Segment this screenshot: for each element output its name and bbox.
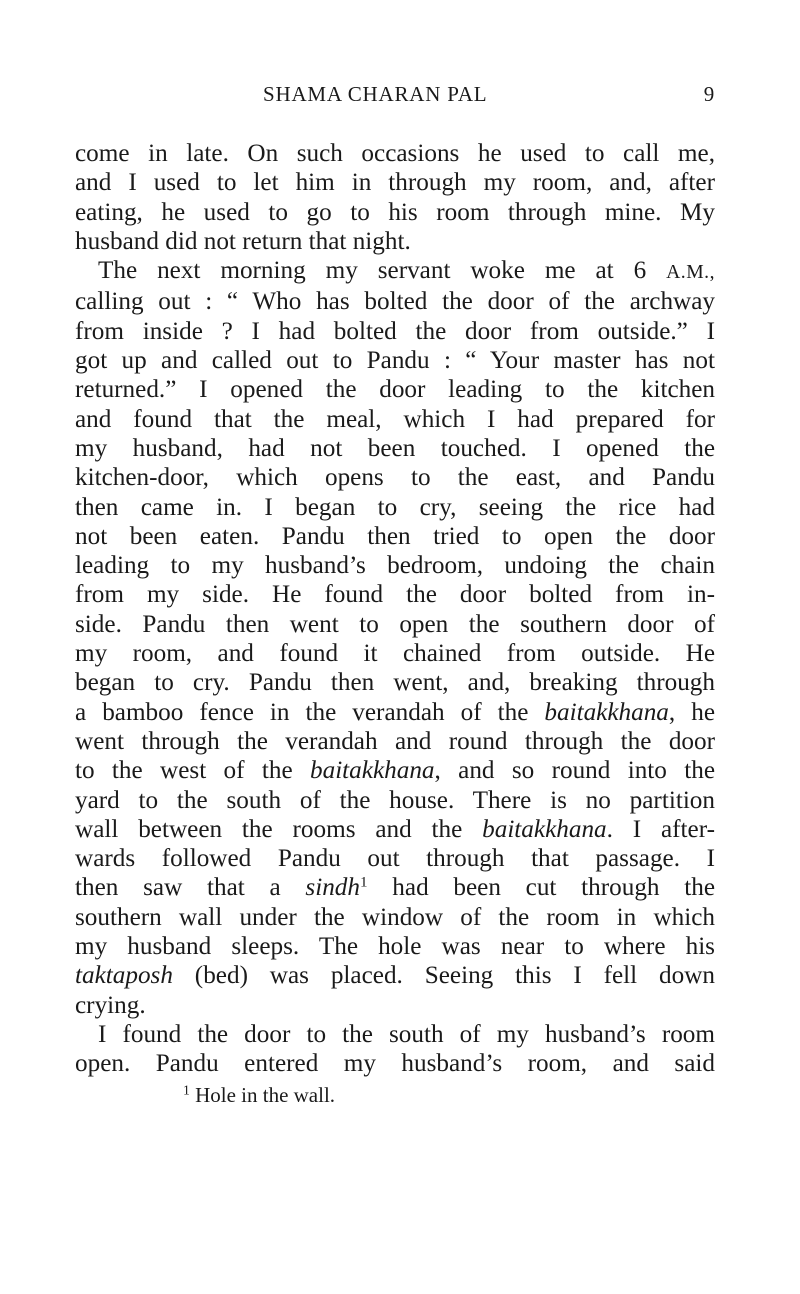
italic-term: sindh xyxy=(305,874,360,902)
text-run: The next morning my servant woke me at 6 xyxy=(98,257,667,285)
text-line xyxy=(75,961,715,990)
text-line: my husband sleeps. The hole was near to where his xyxy=(75,933,715,961)
text-line: my room, and found it chained from outside. He xyxy=(75,640,715,668)
text-line: crying. xyxy=(75,991,146,1019)
text-line xyxy=(75,698,715,727)
text-line: calling out : “ Who has bolted the door of the archway xyxy=(75,288,715,316)
footnote xyxy=(75,1082,715,1108)
text-run: a bamboo fence in the verandah of the xyxy=(75,698,545,726)
text-line: went through the verandah and round through the door xyxy=(75,727,715,755)
text-line: I found the door to the south of my husband’s room xyxy=(98,1020,715,1048)
text-line: husband did not return that night. xyxy=(75,227,411,255)
text-line: and I used to let him in through my room, and, after xyxy=(75,169,715,197)
text-line: kitchen-door, which opens to the east, and Pandu xyxy=(75,464,715,492)
text-line: leading to my husband’s bedroom, undoing the chain xyxy=(75,552,715,580)
text-run: wall between the rooms and the xyxy=(75,815,483,843)
text-run: . I after- xyxy=(606,815,715,843)
time-abbreviation: A.M., xyxy=(666,261,715,284)
text-line: come in late. On such occasions he used to call me, xyxy=(75,140,715,167)
text-line xyxy=(75,815,715,844)
footnote-number: 1 xyxy=(183,1082,190,1097)
book-page xyxy=(75,82,715,1108)
body-text xyxy=(75,139,715,1079)
text-line: not been eaten. Pandu then tried to open the door xyxy=(75,522,715,550)
text-line: from my side. He found the door bolted from in- xyxy=(75,581,715,609)
text-line xyxy=(75,873,715,902)
text-line: side. Pandu then went to open the southern door of xyxy=(75,610,715,638)
text-line: from inside ? I had bolted the door from outside.” I xyxy=(75,317,715,345)
text-line: and found that the meal, which I had prepared for xyxy=(75,405,715,433)
italic-term: baitakkhana xyxy=(310,757,435,785)
text-line: yard to the south of the house. There is no partition xyxy=(75,786,715,814)
text-run: to the west of the xyxy=(75,757,310,785)
text-line xyxy=(75,756,715,785)
page-number: 9 xyxy=(703,82,715,106)
text-line: began to cry. Pandu then went, and, breaking through xyxy=(75,669,715,697)
italic-term: taktaposh xyxy=(75,962,173,990)
text-line: wards followed Pandu out through that passage. I xyxy=(75,845,715,873)
running-title: SHAMA CHARAN PAL xyxy=(263,82,488,106)
running-head xyxy=(75,82,715,112)
italic-term: baitakkhana xyxy=(482,815,607,843)
text-line: got up and called out to Pandu : “ Your master has not xyxy=(75,347,715,375)
text-line: returned.” I opened the door leading to the kitchen xyxy=(75,376,715,404)
text-line: southern wall under the window of the room in which xyxy=(75,903,715,931)
text-line: eating, he used to go to his room through mine. My xyxy=(75,198,715,226)
text-line: then came in. I began to cry, seeing the rice had xyxy=(75,493,715,521)
text-line xyxy=(75,256,715,287)
footnote-marker: 1 xyxy=(360,875,368,892)
text-run: had been cut through the xyxy=(367,874,716,902)
footnote-text: Hole in the wall. xyxy=(189,1082,336,1107)
text-run: then saw that a xyxy=(75,874,306,902)
text-line: my husband, had not been touched. I opened the xyxy=(75,434,715,462)
italic-term: baitakkhana xyxy=(544,698,669,726)
text-run: , he xyxy=(668,698,715,726)
text-line: open. Pandu entered my husband’s room, and said xyxy=(75,1050,715,1078)
text-run: , and so round into the xyxy=(434,757,715,785)
text-run: (bed) was placed. Seeing this I fell down xyxy=(172,962,715,990)
